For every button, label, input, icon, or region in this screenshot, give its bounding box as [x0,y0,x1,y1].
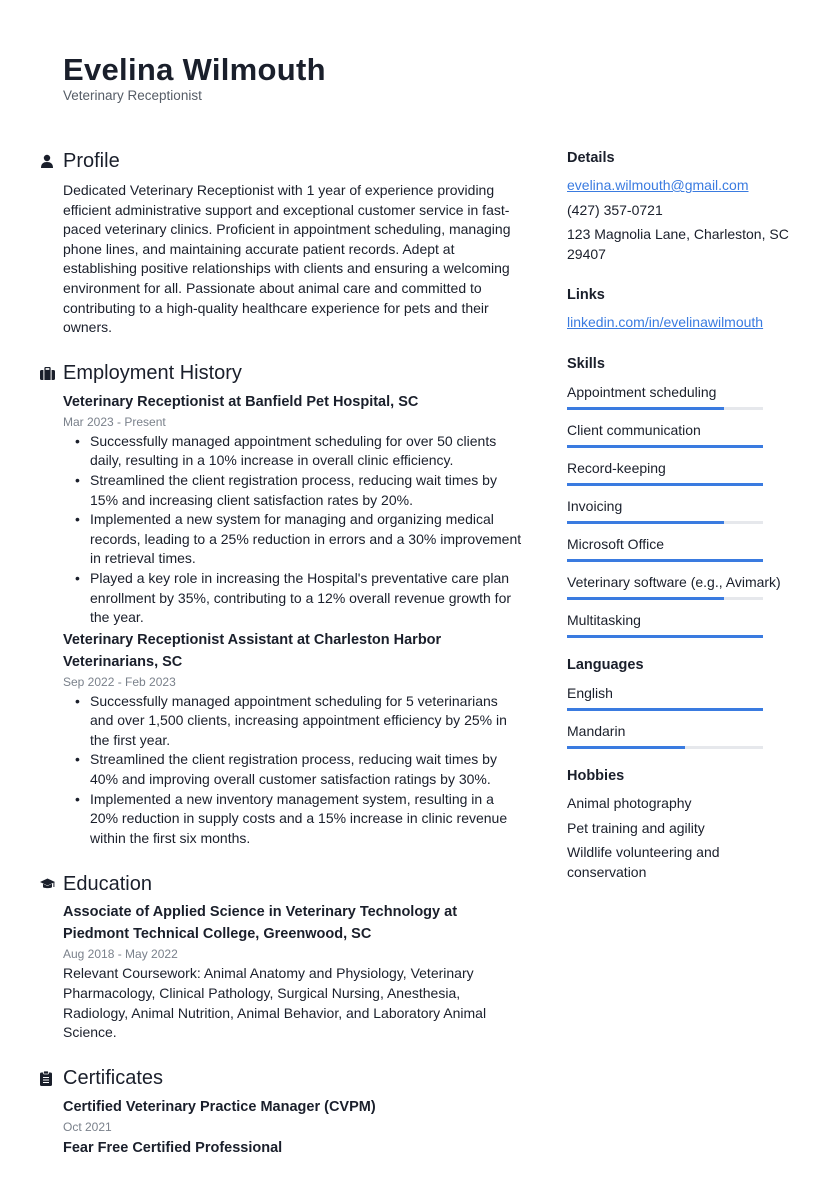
skill-level-bar [567,635,763,638]
job-title: Veterinary Receptionist Assistant at Charleston Harbor Veterinarians, SC [63,631,442,670]
skill-level-bar [567,521,763,524]
skill-name: Microsoft Office [567,535,664,552]
skill-name: Multitasking [567,611,641,628]
resume-header [63,50,326,103]
language [567,683,797,711]
employment-section [40,361,522,849]
skills-list [567,382,797,638]
job-bullet: • Streamlined the client registration process, reducing wait times by 15% and increasing client satisfaction rates by 20%. [75,471,522,510]
employment-heading [40,361,522,387]
degree-title: Associate of Applied Science in Veterinary Technology at Piedmont Technical College, Greenwood, SC [63,904,458,943]
job-bullets [63,432,522,628]
skill [567,382,797,410]
languages-title: Languages [567,656,644,673]
language [567,721,797,749]
skill-name: Client communication [567,421,701,438]
profile-text: Dedicated Veterinary Receptionist with 1 year of experience providing efficient administrative support and exceptional customer service in fast-paced veterinary clinics. Proficient in appointment scheduling, managing phone lines, and maintaining accurate patient records. Adept at establishing positive relationships with clients and ensuring a welcoming environment for all. Passionate about animal care and committed to contributing to a high-quality healthcare experience for pets and their owners. [63,182,511,336]
skill [567,572,797,600]
hobbies-list [567,794,797,882]
details-title: Details [567,150,615,166]
profile-section [40,148,522,338]
address-text: 123 Magnolia Lane, Charleston, SC 29407 [567,226,789,262]
certificate-date: Oct 2021 [63,1119,112,1134]
job-bullet: • Successfully managed appointment scheduling for over 50 clients daily, resulting in a 10% increase in overall clinic efficiency. [75,432,522,471]
job-bullet: • Implemented a new system for managing and organizing medical records, leading to a 25% reduction in errors and a 30% improvement in retrieval times. [75,510,522,569]
job-bullet: • Played a key role in increasing the Hospital's preventative care plan enrollment by 35%, contributing to a 12% overall revenue growth for the year. [75,569,522,628]
education-heading [40,871,522,897]
certificate-name: Certified Veterinary Practice Manager (CVPM) [63,1098,376,1115]
details-section [567,148,797,264]
sidebar [567,148,797,882]
language-level-fill [567,708,763,711]
skill [567,458,797,486]
linkedin-link[interactable]: linkedin.com/in/evelinawilmouth [567,314,764,331]
email-link[interactable]: evelina.wilmouth@gmail.com [567,177,749,193]
language-name: English [567,684,613,701]
skill [567,534,797,562]
skill-level-fill [567,559,763,562]
hobby-item: Animal photography [567,794,692,811]
main-column [40,148,522,1159]
language-name: Mandarin [567,722,626,739]
skill-level-fill [567,597,724,600]
skill [567,496,797,524]
links-title: Links [567,287,605,304]
job-entry [63,629,522,849]
skill-level-fill [567,483,763,486]
skill-level-fill [567,521,724,524]
skill-level-fill [567,407,724,410]
skill-level-bar [567,407,763,410]
skill-level-bar [567,597,763,600]
skill-name: Invoicing [567,497,623,514]
job-bullet: • Successfully managed appointment scheduling for 5 veterinarians and over 1,500 clients, increasing appointment efficiency by 25% in the first year. [75,692,522,751]
employment-title: Employment History [63,362,242,385]
skill-level-bar [567,483,763,486]
clipboard-icon [40,1071,63,1086]
hobby-item: Wildlife volunteering and conservation [567,844,720,880]
briefcase-icon [40,367,63,380]
certificate-name: Fear Free Certified Professional [63,1139,283,1156]
job-bullets [63,692,522,849]
hobbies-section [567,766,797,882]
skill-level-fill [567,635,763,638]
job-entry [63,391,522,628]
hobbies-title: Hobbies [567,767,625,784]
profile-title: Profile [63,149,120,172]
languages-list [567,683,797,749]
skill-level-fill [567,445,763,448]
certificates-heading [40,1066,522,1092]
skill-name: Appointment scheduling [567,383,717,400]
profile-heading [40,148,522,174]
degree-date: Aug 2018 - May 2022 [63,947,178,962]
skill-name: Veterinary software (e.g., Avimark) [567,573,781,590]
skill-level-bar [567,445,763,448]
education-section [40,871,522,1042]
skills-section [567,354,797,638]
links-section [567,285,797,333]
job-title: Veterinary Receptionist at Banfield Pet Hospital, SC [63,393,419,410]
job-bullet: • Implemented a new inventory management system, resulting in a 20% reduction in supply costs and a 15% increase in clinic revenue within the first six months. [75,790,522,849]
candidate-name: Evelina Wilmouth [63,52,326,87]
candidate-title: Veterinary Receptionist [63,88,202,103]
job-bullet: • Streamlined the client registration process, reducing wait times by 40% and improving overall customer satisfaction ratings by 30%. [75,750,522,789]
graduation-cap-icon [40,878,63,890]
certificates-section [40,1066,522,1159]
skill-level-bar [567,559,763,562]
language-level-bar [567,708,763,711]
skill [567,610,797,638]
education-title: Education [63,872,152,895]
skill-name: Record-keeping [567,459,666,476]
skills-title: Skills [567,355,605,372]
languages-section [567,655,797,749]
education-text: Relevant Coursework: Animal Anatomy and Physiology, Veterinary Pharmacology, Clinical Pathology, Surgical Nursing, Anesthesia, Radiology, Animal Nutrition, Animal Behavior, and Laboratory Animal Science. [63,965,487,1041]
user-icon [40,154,63,168]
certificates-title: Certificates [63,1067,164,1090]
hobby-item: Pet training and agility [567,819,705,836]
skill [567,420,797,448]
language-level-fill [567,746,685,749]
job-date: Mar 2023 - Present [63,414,166,429]
job-date: Sep 2022 - Feb 2023 [63,674,176,689]
language-level-bar [567,746,763,749]
phone-text: (427) 357-0721 [567,201,663,218]
